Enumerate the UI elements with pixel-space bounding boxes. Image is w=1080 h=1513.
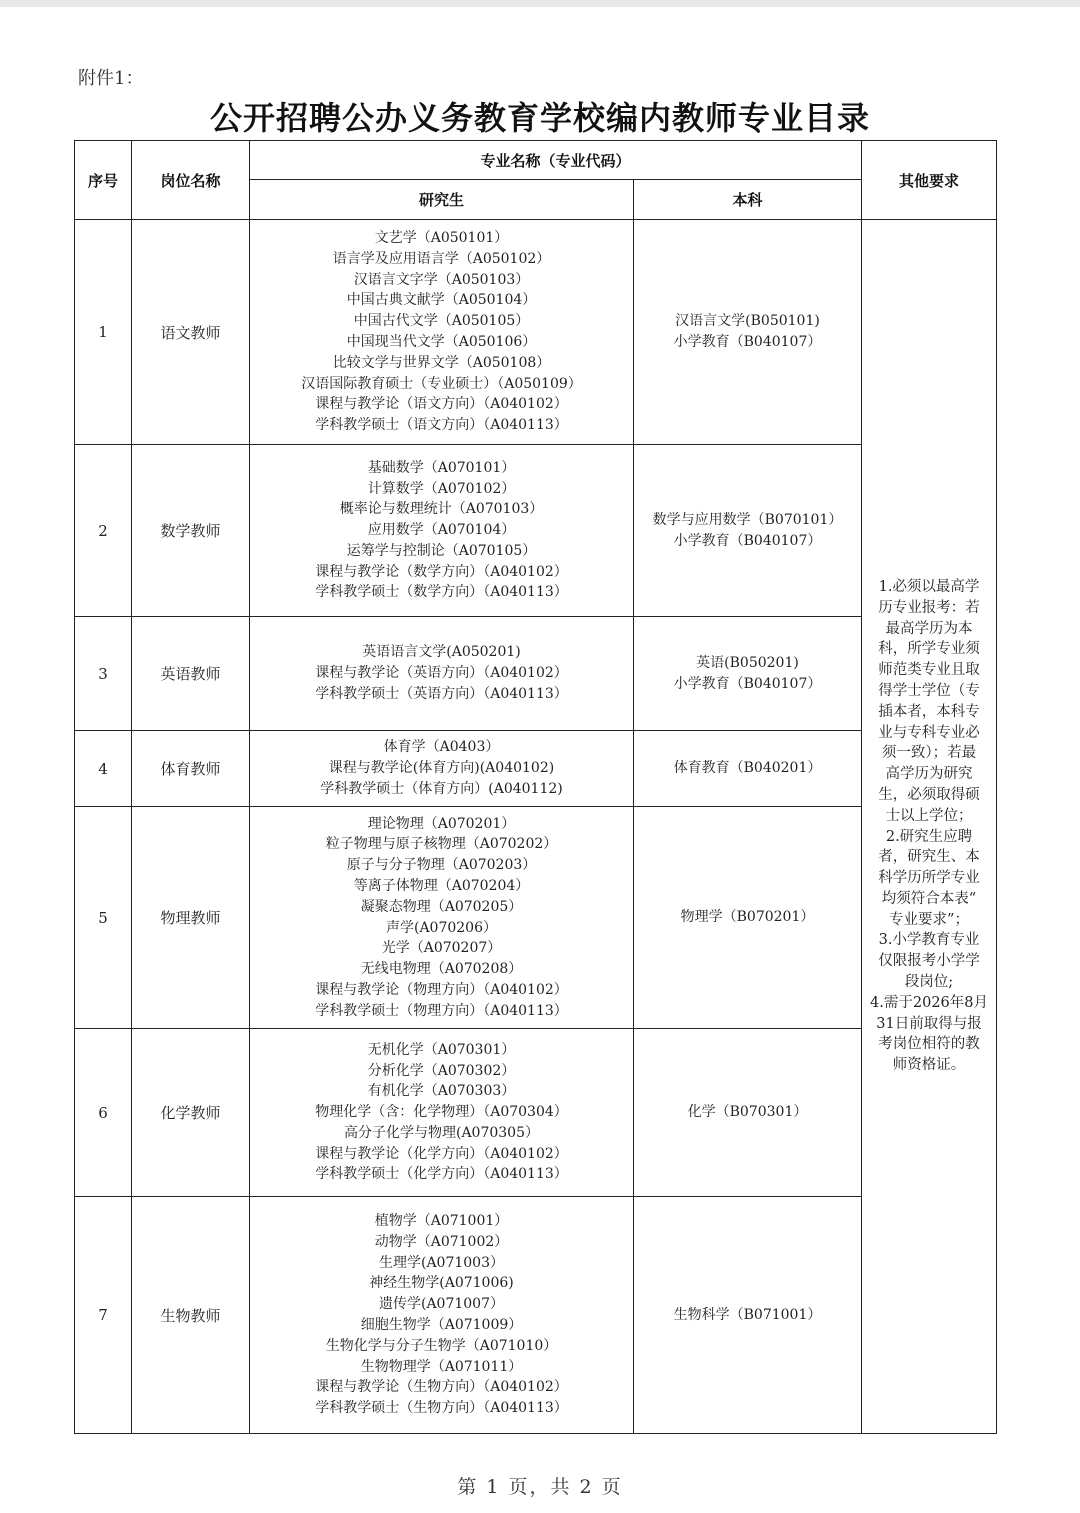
table-row bbox=[75, 445, 997, 617]
requirement-line: 历专业报考：若 bbox=[878, 599, 980, 616]
requirement-line: 得学士学位（专 bbox=[878, 682, 980, 699]
requirement-line: 生，必须取得硕 bbox=[878, 786, 980, 803]
row-post-name: 英语教师 bbox=[132, 617, 250, 731]
requirement-line: 专业要求”； bbox=[889, 911, 969, 928]
requirement-line: 插本者，本科专 bbox=[878, 703, 980, 720]
graduate-major-item: 声学(A070206） bbox=[385, 919, 497, 936]
graduate-major-item: 有机化学（A070303） bbox=[367, 1083, 516, 1100]
graduate-major-item: 比较文学与世界文学（A050108） bbox=[332, 354, 551, 371]
table-row bbox=[75, 617, 997, 731]
undergraduate-major-item: 生物科学（B071001） bbox=[673, 1306, 822, 1323]
graduate-major-item: 植物学（A071001） bbox=[374, 1213, 509, 1230]
graduate-major-item: 汉语国际教育硕士（专业硕士）（A050109） bbox=[301, 375, 582, 392]
undergraduate-major-item: 体育教育（B040201） bbox=[673, 760, 822, 777]
graduate-major-item: 分析化学（A070302） bbox=[367, 1062, 516, 1079]
graduate-major-item: 课程与教学论（语文方向）（A040102） bbox=[315, 396, 568, 413]
graduate-major-item: 凝聚态物理（A070205） bbox=[360, 898, 523, 915]
undergraduate-major-item: 物理学（B070201） bbox=[680, 909, 815, 926]
undergraduate-major-item: 英语(B050201) bbox=[696, 654, 799, 671]
undergraduate-major-item: 汉语言文学(B050101) bbox=[675, 313, 820, 330]
row-graduate-majors bbox=[250, 1029, 634, 1197]
requirement-line: 1.必须以最高学 bbox=[878, 578, 980, 595]
row-undergraduate-majors bbox=[634, 617, 862, 731]
graduate-major-item: 中国古典文献学（A050104） bbox=[346, 292, 537, 309]
graduate-major-item: 学科教学硕士（体育方向）(A040112) bbox=[320, 780, 563, 797]
header-graduate: 研究生 bbox=[250, 180, 634, 220]
graduate-major-item: 文艺学（A050101） bbox=[374, 230, 509, 247]
requirement-line: 须一致）；若最 bbox=[881, 745, 977, 762]
graduate-major-item: 学科教学硕士（英语方向）（A040113） bbox=[315, 685, 568, 702]
requirement-line: 3.小学教育专业 bbox=[878, 932, 980, 949]
row-seq: 6 bbox=[75, 1029, 132, 1197]
page-footer: 第 1 页，共 2 页 bbox=[457, 1476, 623, 1498]
row-graduate-majors bbox=[250, 220, 634, 445]
graduate-major-item: 物理化学（含：化学物理）（A070304） bbox=[315, 1104, 568, 1121]
graduate-major-item: 理论物理（A070201） bbox=[367, 815, 516, 832]
top-edge-bar bbox=[0, 0, 1080, 7]
graduate-major-item: 计算数学（A070102） bbox=[367, 480, 516, 497]
table-row bbox=[75, 807, 997, 1029]
graduate-major-item: 光学（A070207） bbox=[381, 940, 502, 957]
requirement-line: 4.需于2026年8月 bbox=[870, 994, 988, 1011]
graduate-major-item: 等离子体物理（A070204） bbox=[353, 877, 530, 894]
graduate-major-item: 基础数学（A070101） bbox=[367, 459, 516, 476]
graduate-major-item: 体育学（A0403） bbox=[383, 739, 500, 756]
page-title: 公开招聘公办义务教育学校编内教师专业目录 bbox=[209, 99, 870, 137]
row-undergraduate-majors bbox=[634, 807, 862, 1029]
graduate-major-item: 中国现当代文学（A050106） bbox=[346, 334, 537, 350]
graduate-major-item: 学科教学硕士（物理方向）（A040113） bbox=[315, 1002, 568, 1019]
graduate-major-item: 课程与教学论(体育方向)(A040102) bbox=[328, 760, 555, 777]
row-seq: 1 bbox=[75, 220, 132, 445]
requirement-line: 师资格证。 bbox=[892, 1057, 966, 1074]
row-undergraduate-majors bbox=[634, 1029, 862, 1197]
row-graduate-majors bbox=[250, 617, 634, 731]
graduate-major-item: 学科教学硕士（生物方向）（A040113） bbox=[315, 1400, 568, 1417]
row-seq: 4 bbox=[75, 731, 132, 807]
requirement-line: 均须符合本表“ bbox=[881, 890, 977, 907]
graduate-major-item: 课程与教学论（数学方向）（A040102） bbox=[315, 563, 568, 580]
row-seq: 2 bbox=[75, 445, 132, 617]
graduate-major-item: 学科教学硕士（化学方向）（A040113） bbox=[315, 1166, 568, 1183]
row-post-name: 化学教师 bbox=[132, 1029, 250, 1197]
undergraduate-major-item: 小学教育（B040107） bbox=[673, 675, 822, 692]
table-body bbox=[75, 220, 997, 1434]
undergraduate-major-item: 化学（B070301） bbox=[687, 1104, 808, 1121]
table-row bbox=[75, 1197, 997, 1434]
graduate-major-item: 语言学及应用语言学（A050102） bbox=[332, 250, 551, 267]
graduate-major-item: 课程与教学论（英语方向）（A040102） bbox=[315, 665, 568, 682]
graduate-major-item: 生物物理学（A071011） bbox=[360, 1358, 523, 1375]
graduate-major-item: 概率论与数理统计（A070103） bbox=[339, 501, 544, 518]
requirement-line: 考岗位相符的教 bbox=[878, 1036, 980, 1053]
row-graduate-majors bbox=[250, 445, 634, 617]
graduate-major-item: 细胞生物学（A071009） bbox=[360, 1317, 523, 1333]
graduate-major-item: 生理学(A071003） bbox=[378, 1254, 504, 1271]
row-undergraduate-majors bbox=[634, 445, 862, 617]
header-other: 其他要求 bbox=[862, 141, 997, 220]
row-seq: 7 bbox=[75, 1197, 132, 1434]
graduate-major-item: 汉语言文字学（A050103） bbox=[353, 271, 530, 288]
graduate-major-item: 原子与分子物理（A070203） bbox=[346, 857, 537, 874]
graduate-major-item: 英语语言文学(A050201) bbox=[362, 644, 521, 661]
graduate-major-item: 运筹学与控制论（A070105） bbox=[346, 542, 537, 559]
requirement-line: 31日前取得与报 bbox=[876, 1015, 982, 1032]
header-post: 岗位名称 bbox=[132, 141, 250, 220]
row-post-name: 语文教师 bbox=[132, 220, 250, 445]
graduate-major-item: 无线电物理（A070208） bbox=[360, 961, 523, 978]
graduate-major-item: 生物化学与分子生物学（A071010） bbox=[325, 1337, 558, 1354]
row-graduate-majors bbox=[250, 807, 634, 1029]
requirement-line: 者，研究生、本 bbox=[878, 849, 980, 866]
graduate-major-item: 神经生物学(A071006) bbox=[369, 1275, 514, 1292]
row-seq: 3 bbox=[75, 617, 132, 731]
graduate-major-item: 遗传学(A071007） bbox=[378, 1296, 504, 1313]
row-undergraduate-majors bbox=[634, 1197, 862, 1434]
requirement-line: 士以上学位； bbox=[885, 807, 973, 824]
header-undergraduate: 本科 bbox=[634, 180, 862, 220]
undergraduate-major-item: 小学教育（B040107） bbox=[673, 334, 822, 350]
graduate-major-item: 高分子化学与物理(A070305） bbox=[343, 1124, 539, 1141]
requirement-line: 业与专科专业必 bbox=[878, 724, 980, 741]
undergraduate-major-item: 小学教育（B040107） bbox=[673, 532, 822, 549]
row-undergraduate-majors bbox=[634, 731, 862, 807]
other-requirements-cell bbox=[862, 220, 997, 1434]
table-row bbox=[75, 220, 997, 445]
row-post-name: 物理教师 bbox=[132, 807, 250, 1029]
graduate-major-item: 中国古代文学（A050105） bbox=[353, 313, 530, 330]
header-major-group: 专业名称（专业代码） bbox=[250, 141, 862, 180]
table-row bbox=[75, 1029, 997, 1197]
row-post-name: 体育教师 bbox=[132, 731, 250, 807]
graduate-major-item: 课程与教学论（化学方向）（A040102） bbox=[315, 1145, 568, 1162]
requirement-line: 仅限报考小学学 bbox=[878, 953, 980, 970]
requirement-line: 最高学历为本 bbox=[885, 620, 973, 637]
requirement-line: 段岗位; bbox=[904, 974, 954, 991]
graduate-major-item: 应用数学（A070104） bbox=[367, 522, 516, 539]
row-graduate-majors bbox=[250, 1197, 634, 1434]
graduate-major-item: 课程与教学论（生物方向）（A040102） bbox=[315, 1379, 568, 1396]
table-row bbox=[75, 731, 997, 807]
row-post-name: 生物教师 bbox=[132, 1197, 250, 1434]
graduate-major-item: 粒子物理与原子核物理（A070202） bbox=[325, 836, 558, 853]
graduate-major-item: 课程与教学论（物理方向）（A040102） bbox=[315, 981, 568, 998]
row-post-name: 数学教师 bbox=[132, 445, 250, 617]
requirement-line: 科学历所学专业 bbox=[878, 870, 980, 887]
row-graduate-majors bbox=[250, 731, 634, 807]
major-catalog-table bbox=[74, 140, 997, 1434]
header-seq: 序号 bbox=[75, 141, 132, 220]
graduate-major-item: 动物学（A071002） bbox=[374, 1233, 509, 1250]
row-undergraduate-majors bbox=[634, 220, 862, 445]
graduate-major-item: 无机化学（A070301） bbox=[367, 1041, 516, 1058]
undergraduate-major-item: 数学与应用数学（B070101） bbox=[652, 511, 843, 528]
requirement-line: 2.研究生应聘 bbox=[885, 828, 973, 845]
graduate-major-item: 学科教学硕士（语文方向）（A040113） bbox=[315, 417, 568, 434]
requirement-line: 师范类专业且取 bbox=[878, 662, 980, 679]
requirement-line: 科，所学专业须 bbox=[878, 641, 980, 658]
graduate-major-item: 学科教学硕士（数学方向）（A040113） bbox=[315, 584, 568, 601]
row-seq: 5 bbox=[75, 807, 132, 1029]
requirement-line: 高学历为研究 bbox=[885, 766, 973, 783]
attachment-label: 附件1： bbox=[78, 68, 144, 89]
